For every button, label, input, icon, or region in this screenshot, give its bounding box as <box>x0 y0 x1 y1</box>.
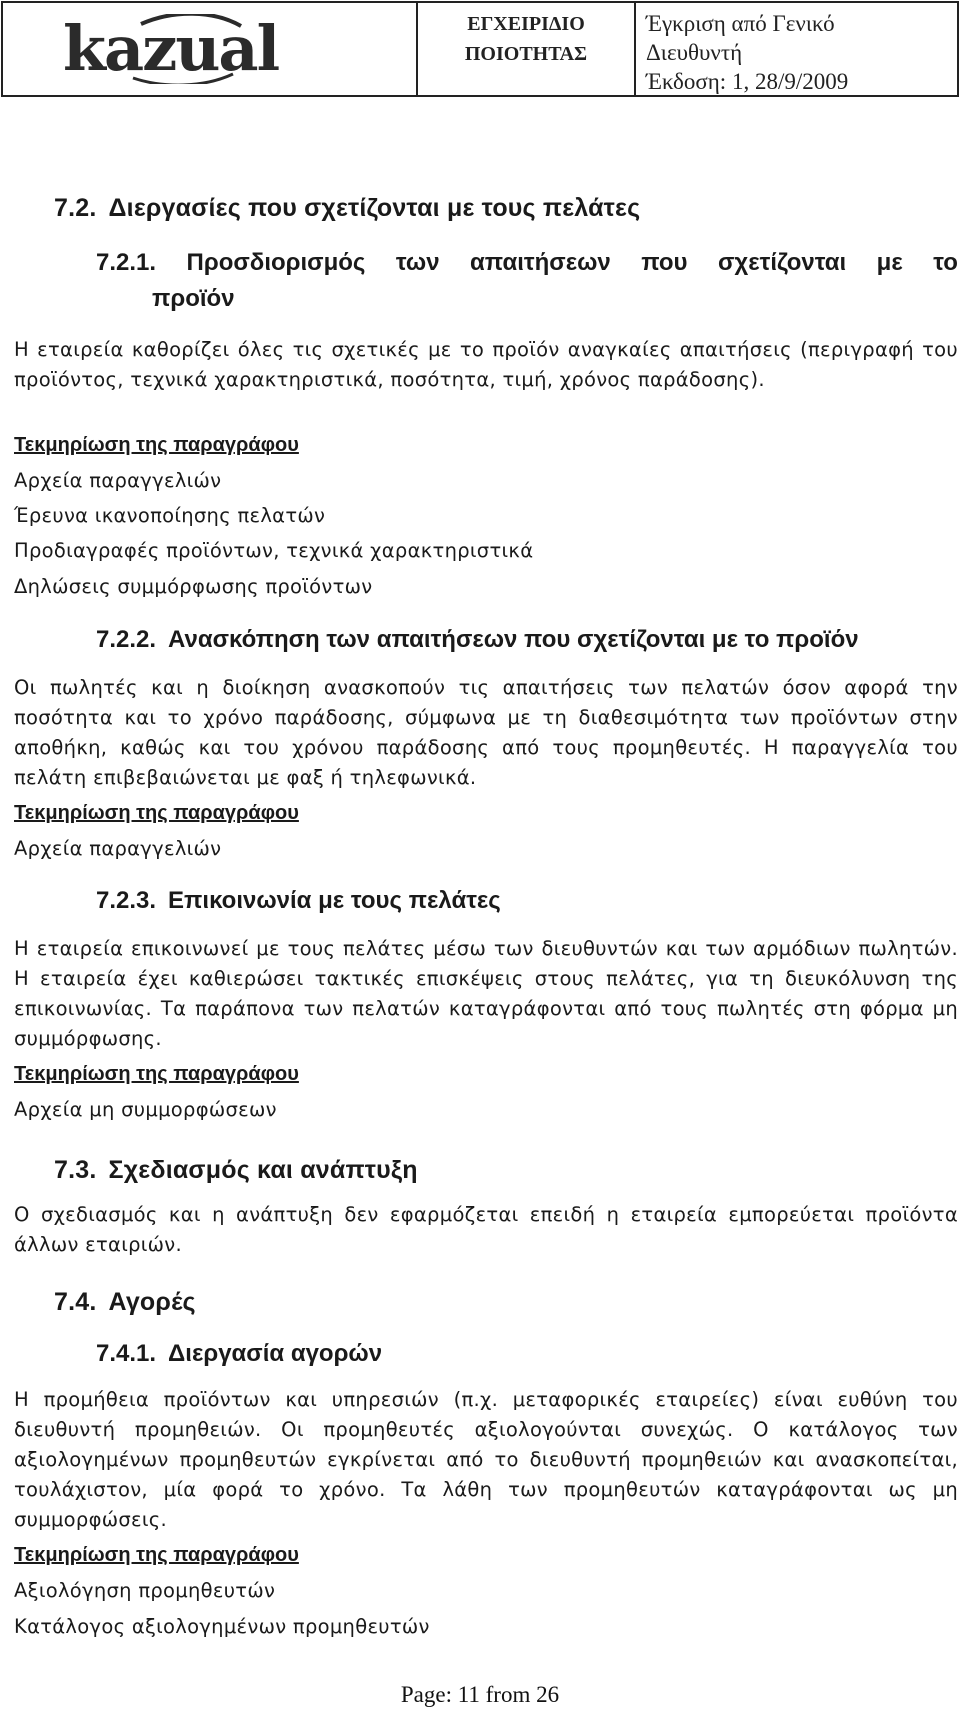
document-header <box>1 1 959 97</box>
section-number: 7.2. <box>54 194 97 222</box>
section-title: Σχεδιασμός και ανάπτυξη <box>108 1156 418 1184</box>
doc-list-item: Αρχεία παραγγελιών <box>14 469 222 492</box>
manual-title-cell <box>418 3 636 95</box>
section-7-4-heading <box>54 1288 196 1317</box>
section-7-3-paragraph: Ο σχεδιασμός και η ανάπτυξη δεν εφαρμόζεται επειδή η εταιρεία εμπορεύεται προϊόντα άλλων εταιριών. <box>14 1203 958 1256</box>
doc-list-item: Δηλώσεις συμμόρφωσης προϊόντων <box>14 575 373 598</box>
section-title: Διεργασίες που σχετίζονται με τους πελάτες <box>108 194 641 222</box>
approval-line2: Διευθυντή <box>646 40 743 65</box>
section-7-2-3-paragraph: Η εταιρεία επικοινωνεί με τους πελάτες μέσω των διευθυντών και των αρμόδιων πωλητών. Η εταιρεία έχει καθιερώσει τακτικές επισκέψεις στους πελάτες, για τη διευκόλυνση της επικοινωνίας. Τα παράπονα των πελατών καταγράφονται από τους πωλητές στη φόρμα μη συμμόρφωσης. <box>14 937 958 1050</box>
documentation-label: Τεκμηρίωση της παραγράφου <box>14 1063 299 1085</box>
doc-list-item: Αξιολόγηση προμηθευτών <box>14 1579 276 1602</box>
section-number: 7.3. <box>54 1156 97 1184</box>
heading-word: των <box>395 249 440 276</box>
doc-list-item: Κατάλογος αξιολογημένων προμηθευτών <box>14 1615 430 1638</box>
section-7-2-heading <box>54 194 640 223</box>
logo-cell <box>3 3 418 95</box>
company-logo <box>63 14 323 84</box>
section-number: 7.4.1. <box>96 1340 157 1367</box>
section-7-2-2-paragraph: Οι πωλητές και η διοίκηση ανασκοπούν τις απαιτήσεις των πελατών όσον αφορά την ποσότητα και το χρόνο παράδοσης, σύμφωνα με τη διαθεσιμότητα των προϊόντων στην αποθήκη, καθώς και του χρόνου παράδοσης από τους προμηθευτές. Η παραγγελία του πελάτη επιβεβαιώνεται με φαξ ή τηλεφωνικά. <box>14 676 958 789</box>
doc-list-item: Αρχεία παραγγελιών <box>14 837 222 860</box>
manual-title-line1: ΕΓΧΕΙΡΙΔΙΟ <box>467 13 585 35</box>
section-title: Ανασκόπηση των απαιτήσεων που σχετίζονται με το προϊόν <box>168 626 859 653</box>
heading-word: Προσδιορισμός <box>186 249 366 276</box>
approval-cell <box>636 3 957 95</box>
section-number: 7.2.3. <box>96 887 157 914</box>
logo-text: kazual <box>63 12 279 85</box>
doc-list-item: Έρευνα ικανοποίησης πελατών <box>14 504 326 527</box>
approval-line1: Έγκριση από Γενικό <box>646 11 835 36</box>
section-7-3-heading <box>54 1156 418 1185</box>
heading-word: με <box>876 249 903 276</box>
section-title: Επικοινωνία με τους πελάτες <box>168 887 501 914</box>
section-7-2-1-paragraph: Η εταιρεία καθορίζει όλες τις σχετικές με το προϊόν αναγκαίες απαιτήσεις (περιγραφή του προϊόντος, τεχνικά χαρακτηριστικά, ποσότητα, τιμή, χρόνος παράδοσης). <box>14 338 958 391</box>
heading-word: που <box>641 249 688 276</box>
section-number: 7.2.1. <box>96 249 157 276</box>
section-7-2-2-heading <box>96 626 859 654</box>
doc-list-item: Αρχεία μη συμμορφώσεων <box>14 1098 277 1121</box>
section-number: 7.2.2. <box>96 626 157 653</box>
section-number: 7.4. <box>54 1288 97 1316</box>
documentation-label: Τεκμηρίωση της παραγράφου <box>14 434 299 456</box>
documentation-label: Τεκμηρίωση της παραγράφου <box>14 1544 299 1566</box>
section-title: Αγορές <box>108 1288 196 1316</box>
section-7-2-3-heading <box>96 887 501 915</box>
heading-line2: προϊόν <box>152 285 235 312</box>
section-7-4-1-heading <box>96 1340 382 1368</box>
version-line: Έκδοση: 1, 28/9/2009 <box>646 69 849 94</box>
documentation-label: Τεκμηρίωση της παραγράφου <box>14 802 299 824</box>
section-title: Διεργασία αγορών <box>168 1340 383 1367</box>
heading-word: σχετίζονται <box>718 249 847 276</box>
section-7-4-1-paragraph: Η προμήθεια προϊόντων και υπηρεσιών (π.χ. μεταφορικές εταιρείες) είναι ευθύνη του διευθυντή προμηθειών. Οι προμηθευτές αξιολογούνται συνεχώς. Ο κατάλογος των αξιολογημένων προμηθευτών εγκρίνεται από το διευθυντή προμηθειών και ανασκοπείται, τουλάχιστον, μία φορά το χρόνο. Τα λάθη των προμηθευτών καταγράφονται ως μη συμμορφώσεις. <box>14 1388 958 1531</box>
heading-word: το <box>933 249 958 276</box>
heading-word: απαιτήσεων <box>470 249 611 276</box>
page-footer: Page: 11 from 26 <box>400 1682 560 1707</box>
section-7-2-1-heading <box>96 245 958 317</box>
logo-swirl-icon <box>63 14 323 84</box>
doc-list-item: Προδιαγραφές προϊόντων, τεχνικά χαρακτηριστικά <box>14 539 534 562</box>
manual-title-line2: ΠΟΙΟΤΗΤΑΣ <box>464 43 588 65</box>
